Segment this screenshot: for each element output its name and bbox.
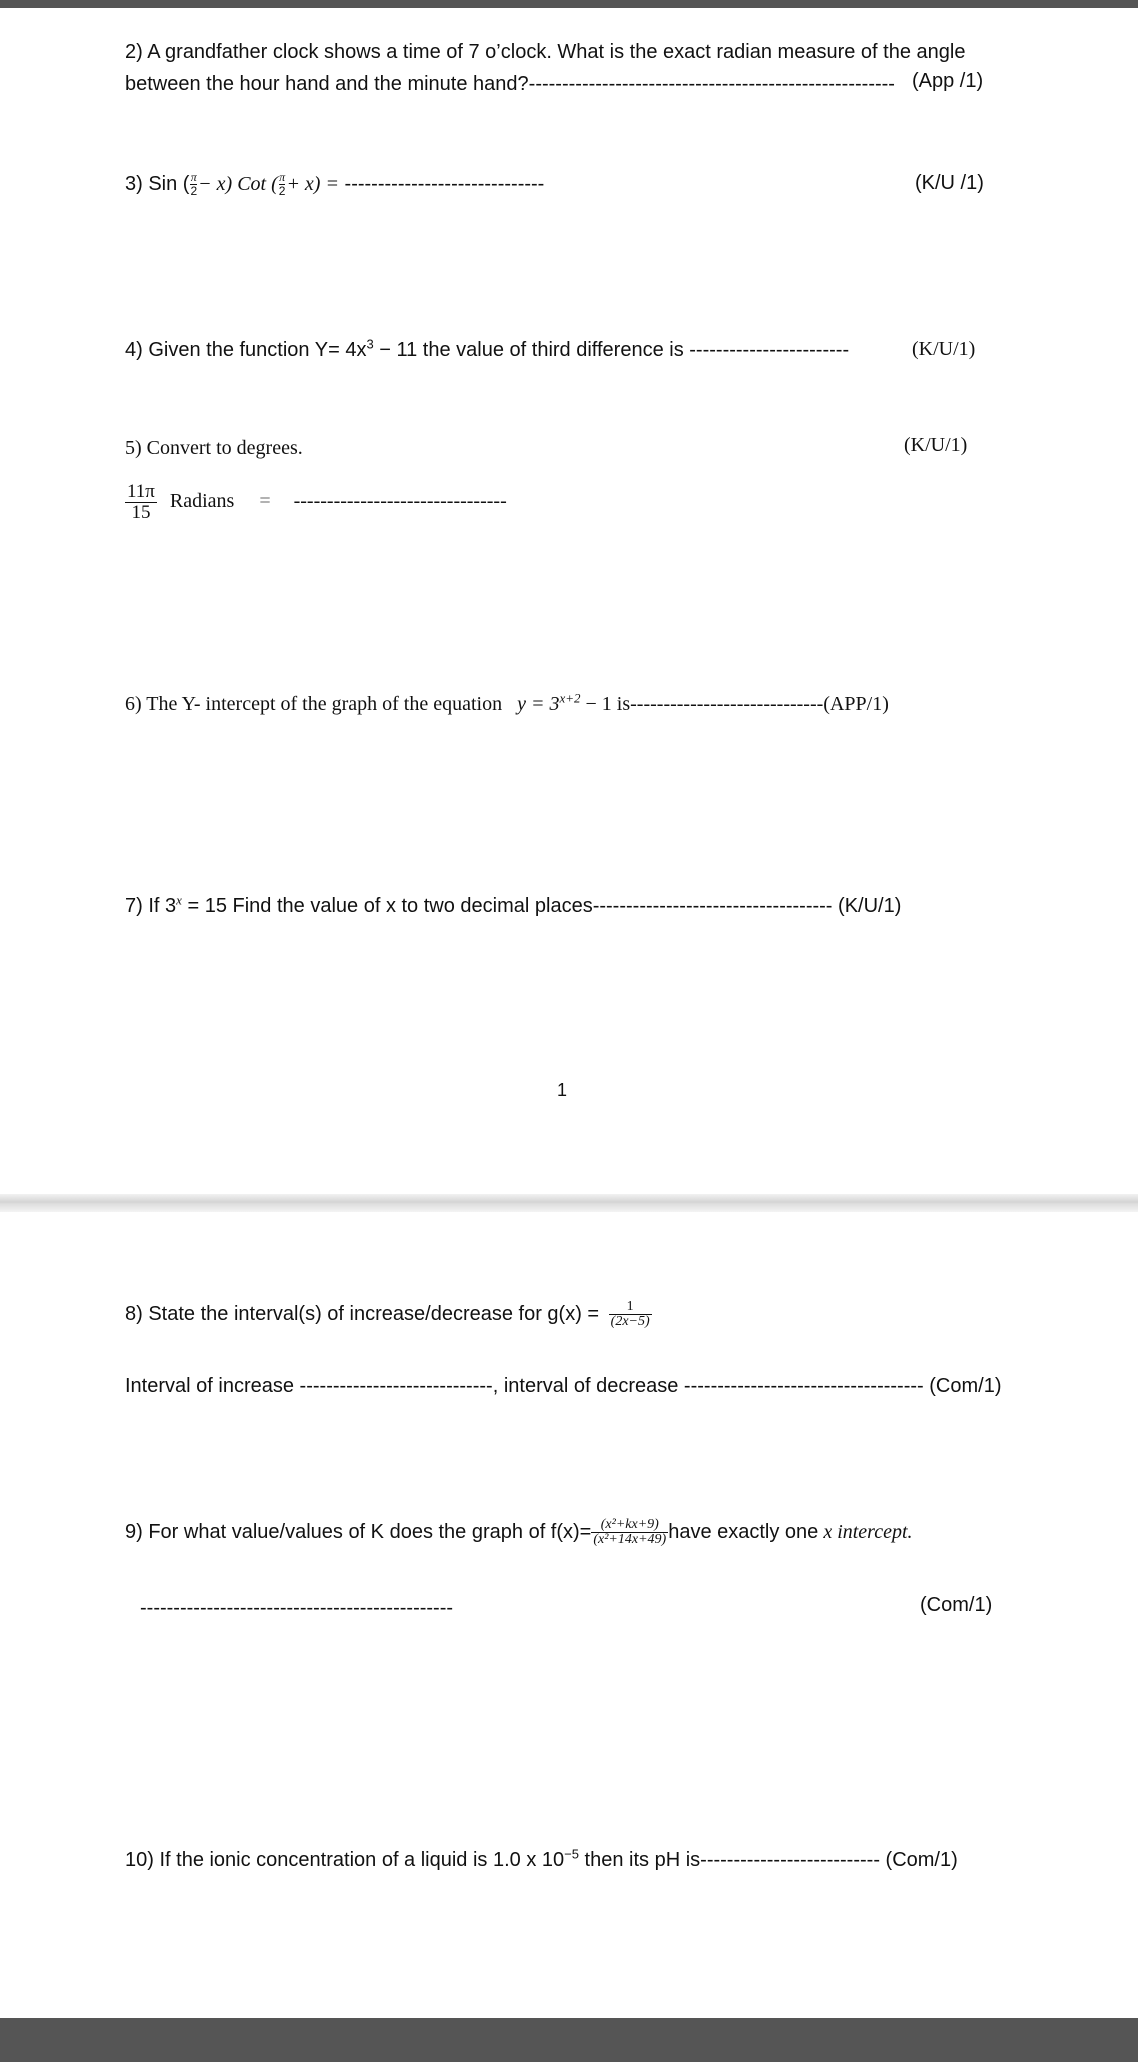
fraction-denominator: 2	[190, 184, 198, 199]
question-7-rest: = 15 Find the value of x to two decimal places	[181, 895, 593, 917]
interval-increase-blank: -----------------------------	[299, 1375, 493, 1397]
question-7-text: 7) If 3	[125, 895, 177, 917]
bottom-bar	[0, 2018, 1138, 2062]
question-4-exponent: 3	[366, 336, 374, 352]
radians-label: Radians	[169, 490, 235, 513]
interval-decrease-label: , interval of decrease	[492, 1375, 679, 1397]
question-9-blank: -----------------------------------------------	[140, 1597, 454, 1619]
question-4-rest: − 11 the value of third difference is	[373, 339, 684, 361]
question-2-line-2	[125, 68, 895, 100]
question-6	[125, 688, 889, 720]
question-6-mark: (APP/1)	[823, 693, 889, 715]
fraction-numerator: 1	[626, 1298, 634, 1314]
question-3-mark: (K/U /1)	[915, 172, 984, 194]
question-10	[125, 1844, 958, 1876]
question-7-exponent: x	[176, 892, 182, 908]
question-8-mark: (Com/1)	[929, 1375, 1002, 1397]
interval-increase-label: Interval of increase	[125, 1375, 294, 1397]
question-3	[125, 168, 544, 200]
question-10-text: 10) If the ionic concentration of a liquid is 1.0 x 10	[125, 1849, 565, 1871]
question-7-blank: ------------------------------------	[592, 895, 833, 917]
question-8-answer-line	[125, 1370, 1001, 1402]
question-6-blank: -----------------------------	[630, 693, 824, 715]
radians-fraction	[125, 482, 157, 523]
question-5-text: 5) Convert to degrees.	[125, 437, 303, 459]
question-8-text: 8) State the interval(s) of increase/decrease for g(x) =	[125, 1303, 600, 1325]
page-number: 1	[557, 1080, 568, 1100]
question-7	[125, 890, 901, 922]
fraction-denominator: 15	[125, 502, 157, 523]
interval-decrease-blank: ------------------------------------	[683, 1375, 924, 1397]
question-9-tail: have exactly one	[668, 1521, 819, 1543]
question-4	[125, 334, 849, 366]
pi-over-2-fraction	[190, 171, 197, 198]
question-9	[125, 1516, 913, 1548]
question-5-mark: (K/U/1)	[904, 434, 968, 456]
question-9-text: 9) For what value/values of K does the graph of f(x)=	[125, 1521, 592, 1543]
fraction-numerator: π	[190, 170, 197, 185]
question-5-expression	[125, 482, 507, 523]
question-8	[125, 1298, 652, 1330]
question-3-prefix: 3) Sin (	[125, 173, 190, 195]
question-6-tail: − 1 is	[580, 693, 631, 715]
question-3-part-2: + x) =	[286, 173, 339, 195]
fraction-denominator: 2	[278, 184, 286, 199]
question-3-blank: ------------------------------	[344, 173, 545, 195]
fraction-denominator: (x²+14x+49)	[593, 1532, 667, 1548]
f-function-fraction	[591, 1518, 668, 1548]
question-10-mark: (Com/1)	[885, 1849, 958, 1871]
equals-sign: =	[259, 490, 271, 513]
question-10-rest: then its pH is	[578, 1849, 701, 1871]
question-2-line-1: 2) A grandfather clock shows a time of 7 o’clock. What is the exact radian measure of the angle	[125, 41, 966, 63]
question-3-part-1: − x) Cot (	[198, 173, 278, 195]
question-9-tail-italic: x intercept.	[818, 1521, 913, 1543]
question-10-blank: ---------------------------	[700, 1849, 880, 1871]
question-2-blank: -------------------------------------------------------	[528, 73, 895, 95]
question-7-mark: (K/U/1)	[838, 895, 902, 917]
question-6-equation: y = 3	[517, 693, 560, 715]
pi-over-2-fraction	[279, 171, 286, 198]
top-bar	[0, 0, 1138, 8]
question-9-mark: (Com/1)	[920, 1594, 993, 1616]
fraction-numerator: (x²+kx+9)	[600, 1516, 659, 1532]
question-10-exponent: −5	[564, 1846, 579, 1862]
fraction-numerator: 11π	[127, 481, 155, 502]
g-function-fraction	[609, 1300, 652, 1330]
question-2-text: between the hour hand and the minute hand?	[125, 73, 529, 95]
question-4-mark: (K/U/1)	[912, 338, 976, 360]
question-4-blank: ------------------------	[689, 339, 850, 361]
fraction-denominator: (2x−5)	[610, 1314, 650, 1330]
question-2-mark: (App /1)	[912, 70, 984, 92]
question-5-blank: --------------------------------	[293, 490, 507, 513]
page-separator	[0, 1194, 1138, 1212]
question-6-text: 6) The Y- intercept of the graph of the equation	[125, 693, 503, 715]
question-4-text: 4) Given the function Y= 4x	[125, 339, 367, 361]
fraction-numerator: π	[279, 170, 286, 185]
question-6-exponent: x+2	[559, 690, 581, 706]
